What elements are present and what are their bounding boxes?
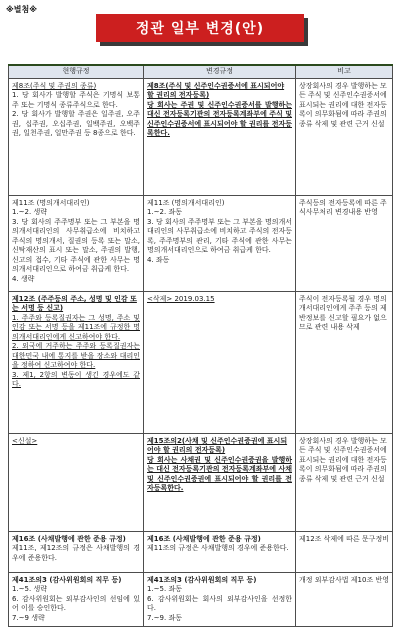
new-heading: 제16조 (사채발행에 관한 준용 규정)	[147, 535, 261, 543]
new-body: 1.~5. 좌동 6. 감사위원회는 회사의 외부감사인을 선정한다. 7.~9. 좌동	[147, 585, 292, 622]
document-title: 정관 일부 변경(안)	[135, 21, 265, 37]
table-row	[9, 79, 393, 196]
note-text: 상장회사의 경우 발행하는 모든 주식 및 신주인수권증서에 표시되는 권리에 대한 전자등록이 의무화됨에 따라 주권의 종류 삭제 및 관련 근거 신설	[299, 437, 387, 483]
table-row	[9, 434, 393, 532]
note-cell	[296, 532, 393, 573]
new-body: 1.~2. 좌동 3. 당 회사의 주주명부 또는 그 부본을 명의개서대리인의 사무취급소에 비치하고 주식의 전자등록, 주주명부의 관리, 기타 주식에 관한 사무는 명의개서대리인으로 하여금 취급케 한다. 4. 좌동	[147, 208, 292, 264]
note-text: 개정 외부감사법 제10조 반영	[299, 576, 389, 584]
current-rule-cell	[9, 292, 144, 434]
note-cell	[296, 196, 393, 292]
note-text: 주식등의 전자등록에 따른 주식사무처리 변경내용 반영	[299, 199, 387, 217]
current-rule-cell	[9, 532, 144, 573]
current-rule-cell	[9, 434, 144, 532]
new-rule-cell	[144, 573, 296, 627]
current-heading: 제11조 (명의개서대리인)	[12, 199, 90, 207]
amendment-table	[8, 64, 393, 627]
current-rule-cell	[9, 79, 144, 196]
current-body: 1.~2. 생략 3. 당 회사의 주주명부 또는 그 부본을 명의개서대리인의 사무취급소에 비치하고 주식의 명의개서, 질권의 등록 또는 말소, 신탁재산의 표시 또는 말소, 주권의 발행, 신고의 접수, 기타 주식에 관한 사무는 명의개서대리인으로 하여금 취급케 한다. 4. 생략	[12, 208, 140, 283]
new-body: 제11조의 규정은 사채발행의 경우에 준용한다.	[147, 544, 289, 553]
new-body: 당 회사는 사채권 및 신주인수권증권을 발행하는 대신 전자등록기관의 전자등록계좌부에 사채 및 신주인수권증권에 표시되어야 할 권리를 전자등록한다.	[147, 455, 292, 493]
header-current: 현행규정	[9, 65, 144, 79]
current-body: 제11조, 제12조의 규정은 사채발행의 경우에 준용한다.	[12, 544, 140, 562]
current-body: 1. 당 회사가 발행할 주식은 기명식 보통주 또는 기명식 종류주식으로 한다. 2. 당 회사가 발행할 주권은 일주권, 오주권, 십주권, 오십주권, 일백주권, 오백주권, 일천주권, 일만주권 등 8종으로 한다.	[12, 91, 140, 138]
table-row	[9, 573, 393, 627]
current-heading: 제16조 (사채발행에 관한 준용 규정)	[12, 535, 126, 543]
new-rule-cell	[144, 196, 296, 292]
new-rule-cell	[144, 79, 296, 196]
new-heading: 제8조(주식 및 신주인수권증서에 표시되어야 할 권리의 전자등록)	[147, 82, 285, 100]
new-heading: 제11조 (명의개서대리인)	[147, 199, 225, 207]
document-title-banner	[96, 14, 304, 42]
new-heading: 제15조의2(사채 및 신주인수권증권에 표시되어야 할 권리의 전자등록)	[147, 437, 288, 455]
note-text: 제12조 삭제에 따른 문구정비	[299, 535, 389, 543]
table-row	[9, 532, 393, 573]
current-heading: 제12조 (주주등의 주소, 성명 및 인감 또는 서명 등 신고)	[12, 295, 137, 313]
current-heading: <신설>	[12, 437, 38, 445]
current-rule-cell	[9, 196, 144, 292]
new-heading: <삭제> 2019.03.15	[147, 295, 215, 303]
header-new: 변경규정	[144, 65, 296, 79]
new-body: 당 회사는 주권 및 신주인수권증서를 발행하는 대신 전자등록기관의 전자등록계좌부에 주식 및 신주인수권증서에 표시되어야 할 권리를 전자등록한다.	[147, 100, 292, 138]
note-cell	[296, 573, 393, 627]
note-text: 주식이 전자등록될 경우 명의개서대리인에게 주주 등의 제반정보를 신고할 필요가 없으므로 관련 내용 삭제	[299, 295, 387, 332]
current-body: 1.~5. 생략 6. 감사위원회는 외부감사인의 선임에 있어 이를 승인한다. 7.~9 생략	[12, 585, 140, 622]
header-note: 비고	[296, 65, 393, 79]
current-heading: 제8조(주식 및 주권의 종류)	[12, 82, 97, 90]
table-row	[9, 292, 393, 434]
new-rule-cell	[144, 292, 296, 434]
new-heading: 제41조의3 (감사위원회의 직무 등)	[147, 576, 257, 584]
new-rule-cell	[144, 434, 296, 532]
note-cell	[296, 292, 393, 434]
current-body: 1. 주주와 등록질권자는 그 성명, 주소 및 인감 또는 서명 등을 제11조에 규정한 명의개서대리인에게 신고하여야 한다. 2. 외국에 거주하는 주주와 등록질권자는 대한민국 내에 통지를 받을 장소와 대리인을 정하여 신고하여야 한다. 3. 제1, 2항의 변동이 생긴 경우에도 같다.	[12, 313, 140, 388]
note-text: 상장회사의 경우 발행하는 모든 주식 및 신주인수권증서에 표시되는 권리에 대한 전자등록이 의무화됨에 따라 주권의 종류 삭제 및 관련 근거 신설	[299, 82, 387, 128]
table-header-row	[9, 65, 393, 79]
attachment-label: ※별첨※	[6, 5, 38, 14]
current-heading: 제41조의3 (감사위원회의 직무 등)	[12, 576, 122, 584]
table-row	[9, 196, 393, 292]
note-cell	[296, 434, 393, 532]
note-cell	[296, 79, 393, 196]
current-rule-cell	[9, 573, 144, 627]
new-rule-cell	[144, 532, 296, 573]
